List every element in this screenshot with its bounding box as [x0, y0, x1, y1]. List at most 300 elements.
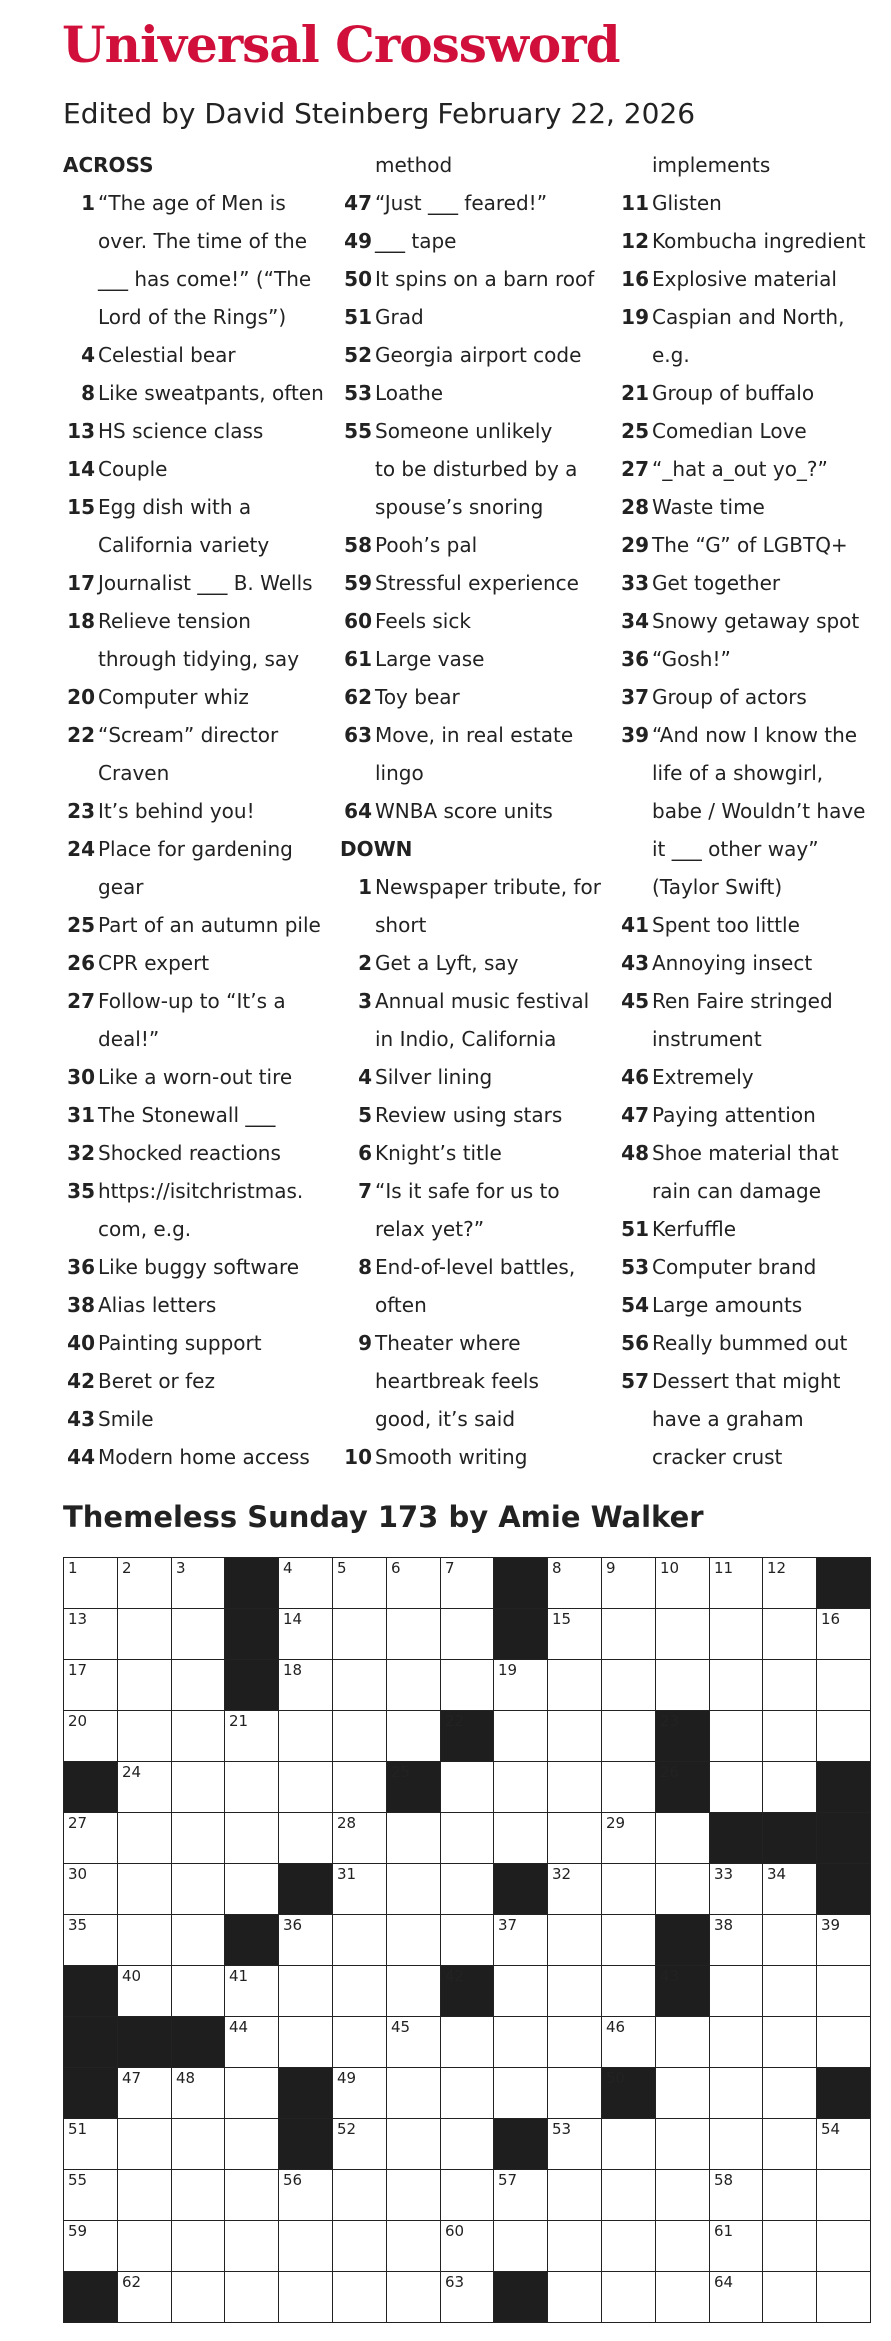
grid-cell[interactable] — [440, 2169, 494, 2221]
grid-cell[interactable] — [547, 1914, 602, 1966]
grid-cell[interactable] — [386, 1608, 441, 1660]
grid-cell[interactable] — [278, 1812, 333, 1864]
grid-cell[interactable] — [709, 1914, 763, 1966]
grid-cell[interactable] — [278, 1557, 333, 1609]
clue-item[interactable] — [617, 1286, 877, 1324]
grid-cell[interactable] — [816, 1710, 871, 1762]
grid-block — [278, 2067, 333, 2119]
grid-cell[interactable] — [386, 2118, 441, 2170]
clue-item[interactable] — [617, 906, 877, 944]
grid-cell[interactable] — [386, 2271, 441, 2323]
grid-cell[interactable] — [816, 2169, 871, 2221]
grid-cell[interactable] — [386, 1863, 441, 1915]
grid-cell[interactable] — [386, 1965, 441, 2017]
grid-cell[interactable] — [440, 1659, 494, 1711]
grid-cell[interactable] — [63, 2169, 118, 2221]
grid-cell[interactable] — [117, 2067, 172, 2119]
grid-cell[interactable] — [117, 2169, 172, 2221]
grid-cell[interactable] — [601, 2220, 656, 2272]
cell-number: 50 — [606, 2069, 626, 2087]
clue-item[interactable] — [617, 260, 877, 298]
grid-cell[interactable] — [386, 1812, 441, 1864]
clue-item[interactable] — [617, 222, 877, 260]
clue-text: Relieve tension — [98, 609, 251, 633]
grid-cell[interactable] — [117, 1965, 172, 2017]
clue-item[interactable] — [340, 792, 600, 830]
grid-cell[interactable] — [493, 2169, 548, 2221]
grid-cell[interactable] — [224, 1710, 279, 1762]
clue-item[interactable] — [340, 336, 600, 374]
clue-item[interactable] — [617, 412, 877, 450]
cell-number: 62 — [122, 2273, 142, 2291]
clue-item[interactable] — [63, 1248, 323, 1286]
grid-cell[interactable] — [547, 2067, 602, 2119]
clue-item[interactable] — [340, 374, 600, 412]
clue-number: 28 — [621, 495, 649, 519]
grid-cell[interactable] — [171, 1659, 225, 1711]
clue-item[interactable] — [617, 450, 877, 488]
grid-cell[interactable] — [655, 2016, 710, 2068]
clue-text: Pooh’s pal — [375, 533, 478, 557]
grid-cell[interactable] — [762, 1608, 817, 1660]
grid-cell[interactable] — [224, 2169, 279, 2221]
clue-item[interactable] — [340, 1172, 600, 1248]
clue-item[interactable] — [340, 982, 600, 1058]
clue-number: 7 — [358, 1179, 372, 1203]
grid-cell[interactable] — [493, 2016, 548, 2068]
clue-item[interactable] — [340, 526, 600, 564]
grid-cell[interactable] — [440, 1608, 494, 1660]
clue-item[interactable] — [340, 1248, 600, 1324]
clue-item[interactable] — [617, 1210, 877, 1248]
clue-item[interactable] — [340, 640, 600, 678]
grid-cell[interactable] — [278, 2016, 333, 2068]
grid-cell[interactable] — [224, 1812, 279, 1864]
grid-cell[interactable] — [547, 1761, 602, 1813]
grid-cell[interactable] — [332, 2220, 387, 2272]
clue-text: over. The time of the — [98, 229, 308, 253]
grid-cell[interactable] — [440, 2016, 494, 2068]
clue-item[interactable] — [63, 906, 323, 944]
grid-cell[interactable] — [493, 1914, 548, 1966]
grid-cell[interactable] — [224, 2118, 279, 2170]
grid-cell[interactable] — [386, 2220, 441, 2272]
cell-number: 20 — [68, 1712, 88, 1730]
grid-cell[interactable] — [601, 1659, 656, 1711]
clue-item[interactable] — [63, 1096, 323, 1134]
grid-cell[interactable] — [762, 1965, 817, 2017]
clue-item[interactable] — [63, 944, 323, 982]
grid-cell[interactable] — [493, 1812, 548, 1864]
clue-text: Feels sick — [375, 609, 471, 633]
grid-cell[interactable] — [601, 1812, 656, 1864]
grid-cell[interactable] — [332, 2271, 387, 2323]
grid-cell[interactable] — [171, 2271, 225, 2323]
grid-cell[interactable] — [440, 1914, 494, 1966]
clue-item[interactable] — [63, 184, 323, 336]
grid-cell[interactable] — [63, 1557, 118, 1609]
grid-cell[interactable] — [440, 2220, 494, 2272]
clue-number: 1 — [358, 875, 372, 899]
grid-cell[interactable] — [224, 2067, 279, 2119]
grid-cell[interactable] — [332, 1863, 387, 1915]
clue-item[interactable] — [617, 1058, 877, 1096]
clue-item[interactable] — [617, 1248, 877, 1286]
clue-text: WNBA score units — [375, 799, 553, 823]
grid-cell[interactable] — [709, 2016, 763, 2068]
grid-cell[interactable] — [278, 2220, 333, 2272]
clue-item[interactable] — [340, 412, 600, 526]
grid-cell[interactable] — [63, 1608, 118, 1660]
grid-cell[interactable] — [762, 2067, 817, 2119]
grid-cell[interactable] — [547, 1965, 602, 2017]
grid-cell[interactable] — [493, 1965, 548, 2017]
grid-cell[interactable] — [332, 1659, 387, 1711]
grid-cell[interactable] — [332, 1761, 387, 1813]
grid-cell[interactable] — [224, 2271, 279, 2323]
grid-cell[interactable] — [224, 1965, 279, 2017]
grid-cell[interactable] — [601, 1608, 656, 1660]
grid-cell[interactable] — [816, 2016, 871, 2068]
grid-cell[interactable] — [440, 1812, 494, 1864]
grid-cell[interactable] — [655, 1659, 710, 1711]
grid-cell[interactable] — [816, 2220, 871, 2272]
grid-cell[interactable] — [171, 1863, 225, 1915]
grid-cell[interactable] — [278, 1914, 333, 1966]
clue-item[interactable] — [617, 640, 877, 678]
grid-cell[interactable] — [440, 2271, 494, 2323]
clue-number: 31 — [67, 1103, 95, 1127]
grid-cell[interactable] — [386, 1557, 441, 1609]
grid-cell[interactable] — [171, 2118, 225, 2170]
grid-cell[interactable] — [762, 1710, 817, 1762]
grid-cell[interactable] — [709, 2220, 763, 2272]
grid-cell[interactable] — [547, 2271, 602, 2323]
clue-item[interactable] — [63, 792, 323, 830]
grid-cell[interactable] — [816, 1659, 871, 1711]
grid-cell[interactable] — [117, 1557, 172, 1609]
clue-item[interactable] — [340, 678, 600, 716]
clue-item[interactable] — [63, 1324, 323, 1362]
grid-cell[interactable] — [655, 2220, 710, 2272]
grid-cell[interactable] — [440, 2118, 494, 2170]
clue-item[interactable] — [63, 374, 323, 412]
crossword-grid — [63, 1557, 870, 2322]
grid-cell[interactable] — [493, 1710, 548, 1762]
grid-cell[interactable] — [762, 2271, 817, 2323]
clue-item[interactable] — [340, 222, 600, 260]
clue-item[interactable] — [617, 564, 877, 602]
clue-item[interactable] — [63, 336, 323, 374]
clue-item[interactable] — [617, 982, 877, 1058]
grid-cell[interactable] — [63, 2118, 118, 2170]
clue-text: Caspian and North, — [652, 305, 845, 329]
grid-cell[interactable] — [547, 1710, 602, 1762]
grid-cell[interactable] — [547, 1608, 602, 1660]
grid-cell[interactable] — [655, 2118, 710, 2170]
grid-cell[interactable] — [547, 2220, 602, 2272]
clue-item[interactable] — [340, 260, 600, 298]
clue-number: 4 — [81, 343, 95, 367]
grid-cell[interactable] — [117, 1659, 172, 1711]
grid-cell[interactable] — [547, 2016, 602, 2068]
clue-item[interactable] — [63, 982, 323, 1058]
clue-item[interactable] — [340, 716, 600, 792]
grid-cell[interactable] — [171, 1710, 225, 1762]
clue-item[interactable] — [617, 526, 877, 564]
grid-cell[interactable] — [386, 2169, 441, 2221]
grid-cell[interactable] — [386, 2016, 441, 2068]
clue-item[interactable] — [340, 944, 600, 982]
grid-cell[interactable] — [762, 1914, 817, 1966]
grid-cell[interactable] — [816, 2271, 871, 2323]
grid-cell[interactable] — [224, 1863, 279, 1915]
grid-cell[interactable] — [601, 2016, 656, 2068]
grid-cell[interactable] — [332, 1914, 387, 1966]
clue-item[interactable] — [617, 1362, 877, 1476]
clue-item[interactable] — [63, 412, 323, 450]
grid-cell[interactable] — [332, 2169, 387, 2221]
grid-cell[interactable] — [117, 1761, 172, 1813]
grid-cell[interactable] — [278, 1608, 333, 1660]
clue-item[interactable] — [340, 868, 600, 944]
grid-cell[interactable] — [386, 1710, 441, 1762]
clue-item[interactable] — [617, 1096, 877, 1134]
grid-cell[interactable] — [547, 1659, 602, 1711]
grid-cell[interactable] — [332, 2016, 387, 2068]
grid-cell[interactable] — [709, 2118, 763, 2170]
grid-cell[interactable] — [762, 2220, 817, 2272]
grid-cell[interactable] — [601, 1710, 656, 1762]
clue-item[interactable] — [340, 146, 600, 184]
clue-item[interactable] — [617, 602, 877, 640]
grid-cell[interactable] — [117, 1914, 172, 1966]
grid-cell[interactable] — [709, 2067, 763, 2119]
clue-item[interactable] — [63, 1058, 323, 1096]
clue-text: Beret or fez — [98, 1369, 215, 1393]
grid-cell[interactable] — [816, 1914, 871, 1966]
grid-cell[interactable] — [655, 2169, 710, 2221]
grid-cell[interactable] — [171, 2220, 225, 2272]
grid-cell[interactable] — [709, 1659, 763, 1711]
grid-cell[interactable] — [171, 1812, 225, 1864]
grid-cell[interactable] — [709, 1863, 763, 1915]
grid-cell[interactable] — [171, 1914, 225, 1966]
grid-cell[interactable] — [547, 1557, 602, 1609]
clue-item[interactable] — [617, 1324, 877, 1362]
grid-cell[interactable] — [493, 1659, 548, 1711]
cell-number: 14 — [283, 1610, 303, 1628]
grid-cell[interactable] — [332, 1710, 387, 1762]
grid-cell[interactable] — [440, 1863, 494, 1915]
grid-cell[interactable] — [709, 1710, 763, 1762]
grid-block — [278, 1863, 333, 1915]
grid-block — [816, 1863, 871, 1915]
grid-cell[interactable] — [171, 1761, 225, 1813]
clue-item[interactable] — [617, 678, 877, 716]
clue-item[interactable] — [340, 1438, 600, 1476]
grid-cell[interactable] — [278, 1659, 333, 1711]
clue-item[interactable] — [63, 830, 323, 906]
clue-item[interactable] — [617, 298, 877, 374]
clue-item[interactable] — [63, 1172, 323, 1248]
grid-cell[interactable] — [224, 2220, 279, 2272]
clue-item[interactable] — [340, 602, 600, 640]
grid-cell[interactable] — [547, 1863, 602, 1915]
grid-cell[interactable] — [493, 2067, 548, 2119]
grid-cell[interactable] — [440, 1761, 494, 1813]
grid-cell[interactable] — [440, 1557, 494, 1609]
grid-cell[interactable] — [816, 1608, 871, 1660]
clue-item[interactable] — [340, 1058, 600, 1096]
clue-section-header: DOWN — [340, 837, 413, 861]
grid-cell[interactable] — [655, 2067, 710, 2119]
cell-number: 55 — [68, 2171, 88, 2189]
grid-block — [655, 1761, 710, 1813]
grid-cell[interactable] — [762, 1659, 817, 1711]
cell-number: 18 — [283, 1661, 303, 1679]
grid-cell[interactable] — [386, 1659, 441, 1711]
grid-cell[interactable] — [762, 2169, 817, 2221]
clue-item[interactable] — [340, 1096, 600, 1134]
clue-item[interactable] — [340, 1134, 600, 1172]
grid-cell[interactable] — [332, 1812, 387, 1864]
clue-text: com, e.g. — [98, 1217, 192, 1241]
clue-number: 11 — [621, 191, 649, 215]
grid-cell[interactable] — [601, 1557, 656, 1609]
grid-cell[interactable] — [493, 1761, 548, 1813]
clue-item[interactable] — [63, 488, 323, 564]
grid-cell[interactable] — [547, 2118, 602, 2170]
grid-cell[interactable] — [278, 2271, 333, 2323]
clue-item[interactable] — [617, 184, 877, 222]
grid-cell[interactable] — [601, 2118, 656, 2170]
grid-cell[interactable] — [655, 1863, 710, 1915]
clue-item[interactable] — [63, 678, 323, 716]
grid-cell[interactable] — [117, 1710, 172, 1762]
clue-item[interactable] — [617, 374, 877, 412]
grid-cell[interactable] — [117, 2118, 172, 2170]
grid-cell[interactable] — [63, 1659, 118, 1711]
clue-item[interactable] — [63, 564, 323, 602]
grid-cell[interactable] — [332, 1965, 387, 2017]
grid-cell[interactable] — [171, 1557, 225, 1609]
grid-cell[interactable] — [63, 1914, 118, 1966]
grid-cell[interactable] — [117, 2271, 172, 2323]
grid-cell[interactable] — [63, 1812, 118, 1864]
clue-item[interactable] — [63, 1400, 323, 1438]
grid-cell[interactable] — [709, 2169, 763, 2221]
grid-cell[interactable] — [224, 1761, 279, 1813]
grid-cell[interactable] — [816, 2118, 871, 2170]
clue-item[interactable] — [617, 716, 877, 906]
grid-cell[interactable] — [709, 2271, 763, 2323]
grid-cell[interactable] — [386, 1914, 441, 1966]
grid-cell[interactable] — [709, 1761, 763, 1813]
grid-cell[interactable] — [493, 2220, 548, 2272]
grid-cell[interactable] — [63, 1863, 118, 1915]
clue-item[interactable] — [63, 602, 323, 678]
clue-item[interactable] — [63, 1362, 323, 1400]
grid-cell[interactable] — [709, 1965, 763, 2017]
grid-block — [655, 1965, 710, 2017]
grid-cell[interactable] — [278, 1710, 333, 1762]
grid-cell[interactable] — [224, 2016, 279, 2068]
grid-cell[interactable] — [386, 2067, 441, 2119]
clue-item[interactable] — [617, 944, 877, 982]
grid-cell[interactable] — [278, 2169, 333, 2221]
clue-item[interactable] — [340, 298, 600, 336]
grid-cell[interactable] — [171, 1965, 225, 2017]
grid-cell[interactable] — [655, 1557, 710, 1609]
grid-cell[interactable] — [655, 1608, 710, 1660]
clue-number: 40 — [67, 1331, 95, 1355]
clue-item[interactable] — [340, 564, 600, 602]
grid-cell[interactable] — [278, 1965, 333, 2017]
grid-cell[interactable] — [332, 2118, 387, 2170]
grid-cell[interactable] — [117, 1863, 172, 1915]
grid-cell[interactable] — [63, 1710, 118, 1762]
clue-item[interactable] — [617, 1134, 877, 1210]
cell-number: 2 — [122, 1559, 132, 1577]
grid-cell[interactable] — [655, 1812, 710, 1864]
clue-item[interactable] — [63, 1134, 323, 1172]
grid-cell[interactable] — [547, 1812, 602, 1864]
grid-cell[interactable] — [171, 2169, 225, 2221]
clue-item[interactable] — [617, 488, 877, 526]
grid-cell[interactable] — [117, 2220, 172, 2272]
grid-cell[interactable] — [171, 1608, 225, 1660]
grid-cell[interactable] — [762, 1863, 817, 1915]
clue-item[interactable] — [340, 1324, 600, 1438]
grid-cell[interactable] — [601, 1761, 656, 1813]
cell-number: 29 — [606, 1814, 626, 1832]
grid-cell[interactable] — [440, 2067, 494, 2119]
clue-item[interactable] — [63, 450, 323, 488]
grid-cell[interactable] — [762, 2016, 817, 2068]
clue-item[interactable] — [63, 1286, 323, 1324]
clue-text: Like buggy software — [98, 1255, 300, 1279]
grid-cell[interactable] — [601, 1863, 656, 1915]
grid-cell[interactable] — [762, 1761, 817, 1813]
grid-cell[interactable] — [547, 2169, 602, 2221]
grid-cell[interactable] — [601, 1914, 656, 1966]
grid-cell[interactable] — [709, 1557, 763, 1609]
grid-cell[interactable] — [332, 2067, 387, 2119]
clue-number: 20 — [67, 685, 95, 709]
grid-cell[interactable] — [816, 1965, 871, 2017]
cell-number: 34 — [767, 1865, 787, 1883]
grid-cell[interactable] — [762, 1557, 817, 1609]
grid-cell[interactable] — [332, 1608, 387, 1660]
grid-cell[interactable] — [63, 2220, 118, 2272]
clue-item[interactable] — [63, 1438, 323, 1476]
grid-cell[interactable] — [601, 2271, 656, 2323]
grid-cell[interactable] — [762, 2118, 817, 2170]
clue-item[interactable] — [63, 716, 323, 792]
grid-cell[interactable] — [601, 1965, 656, 2017]
clue-item[interactable] — [340, 184, 600, 222]
grid-cell[interactable] — [117, 1812, 172, 1864]
grid-cell[interactable] — [171, 2067, 225, 2119]
grid-cell[interactable] — [278, 1761, 333, 1813]
grid-cell[interactable] — [601, 2169, 656, 2221]
grid-cell[interactable] — [117, 1608, 172, 1660]
grid-cell[interactable] — [332, 1557, 387, 1609]
grid-cell[interactable] — [709, 1608, 763, 1660]
clue-item[interactable] — [617, 146, 877, 184]
grid-cell[interactable] — [655, 2271, 710, 2323]
